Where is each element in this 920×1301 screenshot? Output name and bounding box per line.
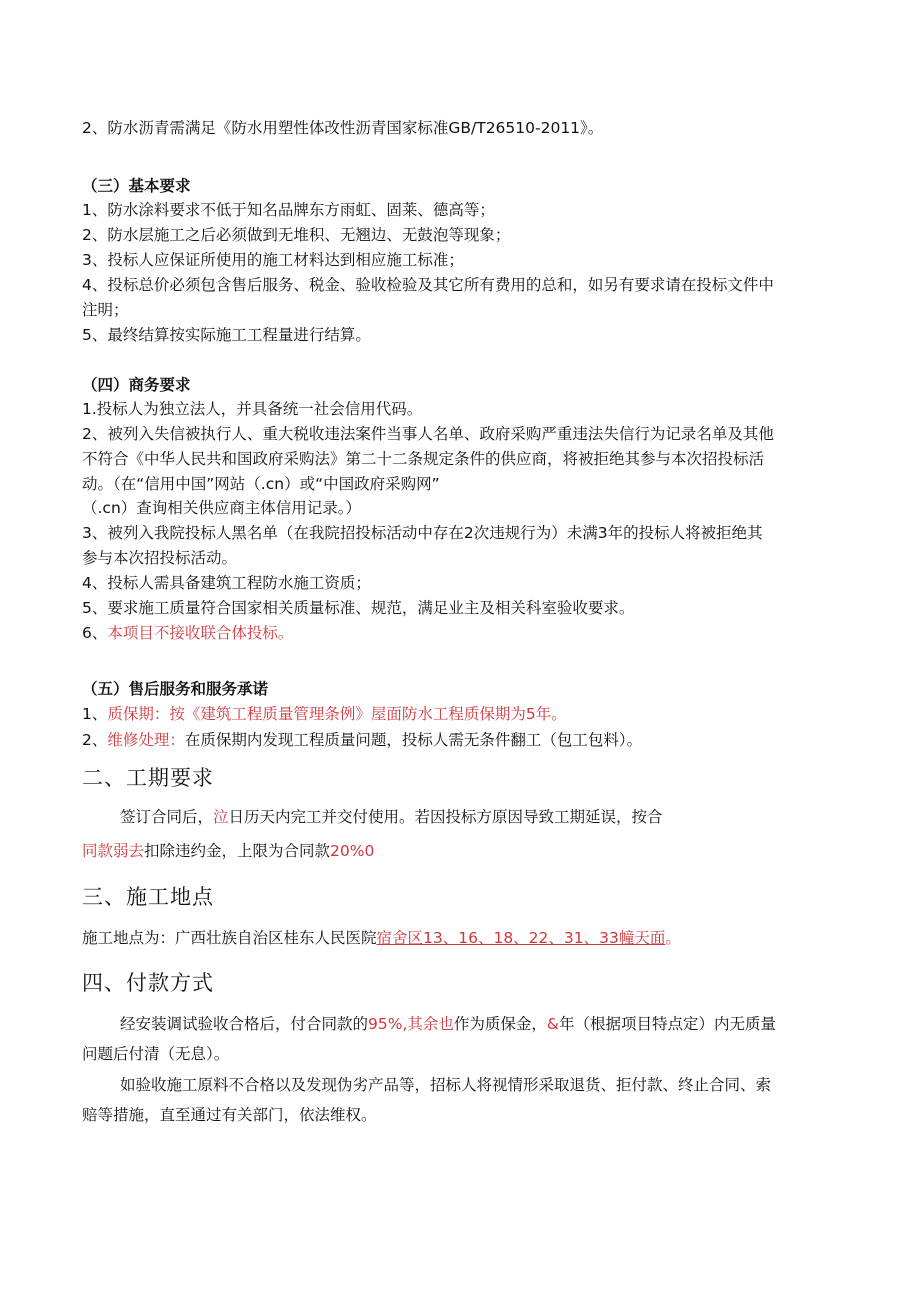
schedule-paragraph-line-1 [120, 806, 663, 828]
section-heading-basic-requirements: （三）基本要求 [82, 177, 191, 195]
warranty-years-value: & [546, 1015, 560, 1033]
item-number: 2、 [82, 731, 108, 749]
business-req-item-5: 5、要求施工质量符合国家相关质量标准、规范，满足业主及相关科室验收要求。 [82, 599, 635, 617]
basic-req-item-1: 1、防水涂料要求不低于知名品牌东方雨虹、固莱、德高等； [82, 201, 495, 219]
payment-paragraph-line-2: 问题后付清（无息）。 [82, 1045, 230, 1063]
basic-req-item-4-cont: 注明； [82, 301, 129, 319]
schedule-text-b: 日历天内完工并交付使用。若因投标方原因导致工期延误，按合 [228, 808, 663, 826]
penalty-cap-value: 20%0 [330, 842, 375, 860]
site-buildings-value: 宿舍区13、16、18、22、31、33幢天面 [376, 929, 666, 947]
item-number: 1、 [82, 705, 108, 723]
section-heading-business-requirements: （四）商务要求 [82, 376, 191, 394]
payment-text-a: 经安装调试验收合格后，付合同款的 [120, 1015, 369, 1033]
schedule-text-c: 扣除违约金，上限为合同款 [144, 842, 331, 860]
site-period: 。 [665, 929, 681, 947]
penalty-rate-value: 同款弱去 [82, 842, 145, 860]
material-standard-item: 2、防水沥青需满足《防水用塑性体改性沥青国家标准GB/T26510-2011》。 [82, 119, 604, 137]
business-req-item-2: 2、被列入失信被执行人、重大税收违法案件当事人名单、政府采购严重违法失信行为记录名单及其他 [82, 425, 774, 443]
business-req-item-2-cont: 不符合《中华人民共和国政府采购法》第二十二条规定条件的供应商，将被拒绝其参与本次招投标活 [82, 450, 765, 468]
warranty-period-text: 质保期：按《建筑工程质量管理条例》屋面防水工程质保期为5年。 [107, 705, 567, 723]
basic-req-item-5: 5、最终结算按实际施工工程量进行结算。 [82, 326, 371, 344]
site-text: 施工地点为：广西壮族自治区桂东人民医院 [82, 929, 377, 947]
business-req-item-6 [82, 622, 293, 644]
section-heading-after-sales: （五）售后服务和服务承诺 [82, 680, 269, 698]
payment-text-c: 年（根据项目特点定）内无质量 [559, 1015, 777, 1033]
site-address-line [82, 927, 681, 949]
business-req-item-4: 4、投标人需具备建筑工程防水施工资质； [82, 574, 371, 592]
heading-payment: 四、付款方式 [82, 971, 214, 995]
repair-label: 维修处理： [107, 731, 185, 749]
heading-site: 三、施工地点 [82, 885, 214, 909]
payment-paragraph-line-1 [120, 1013, 776, 1035]
payment-percent-value: 95%,其余也 [368, 1015, 454, 1033]
basic-req-item-3: 3、投标人应保证所使用的施工材料达到相应施工标准； [82, 251, 464, 269]
business-req-item-2-cont2: 动。（在“信用中国”网站（.cn）或“中国政府采购网” [82, 475, 440, 493]
basic-req-item-2: 2、防水层施工之后必须做到无堆积、无翘边、无鼓泡等现象； [82, 226, 511, 244]
schedule-text-a: 签订合同后， [120, 808, 214, 826]
basic-req-item-4: 4、投标总价必须包含售后服务、税金、验收检验及其它所有费用的总和，如另有要求请在投标文件中 [82, 276, 774, 294]
payment-text-b: 作为质保金， [453, 1015, 547, 1033]
business-req-item-3: 3、被列入我院投标人黑名单（在我院招投标活动中存在2次违规行为）未满3年的投标人将被拒绝其 [82, 524, 763, 542]
repair-text: 在质保期内发现工程质量问题，投标人需无条件翻工（包工包料）。 [184, 731, 643, 749]
business-req-item-1: 1.投标人为独立法人，并具备统一社会信用代码。 [82, 400, 423, 418]
inspection-paragraph-line-2: 赔等措施，直至通过有关部门，依法维权。 [82, 1106, 377, 1124]
item-number: 6、 [82, 624, 108, 642]
business-req-item-2-cont3: （.cn）查询相关供应商主体信用记录。） [82, 499, 362, 517]
inspection-paragraph-line-1: 如验收施工原料不合格以及发现伪劣产品等，招标人将视情形采取退货、拒付款、终止合同、索 [120, 1076, 772, 1094]
no-consortium-note: 本项目不接收联合体投标。 [107, 624, 294, 642]
schedule-paragraph-line-2 [82, 840, 374, 862]
business-req-item-3-cont: 参与本次招投标活动。 [82, 549, 238, 567]
after-sales-item-1 [82, 703, 567, 725]
heading-schedule: 二、工期要求 [82, 766, 214, 790]
after-sales-item-2 [82, 729, 642, 751]
schedule-days-value: 泣 [213, 808, 229, 826]
